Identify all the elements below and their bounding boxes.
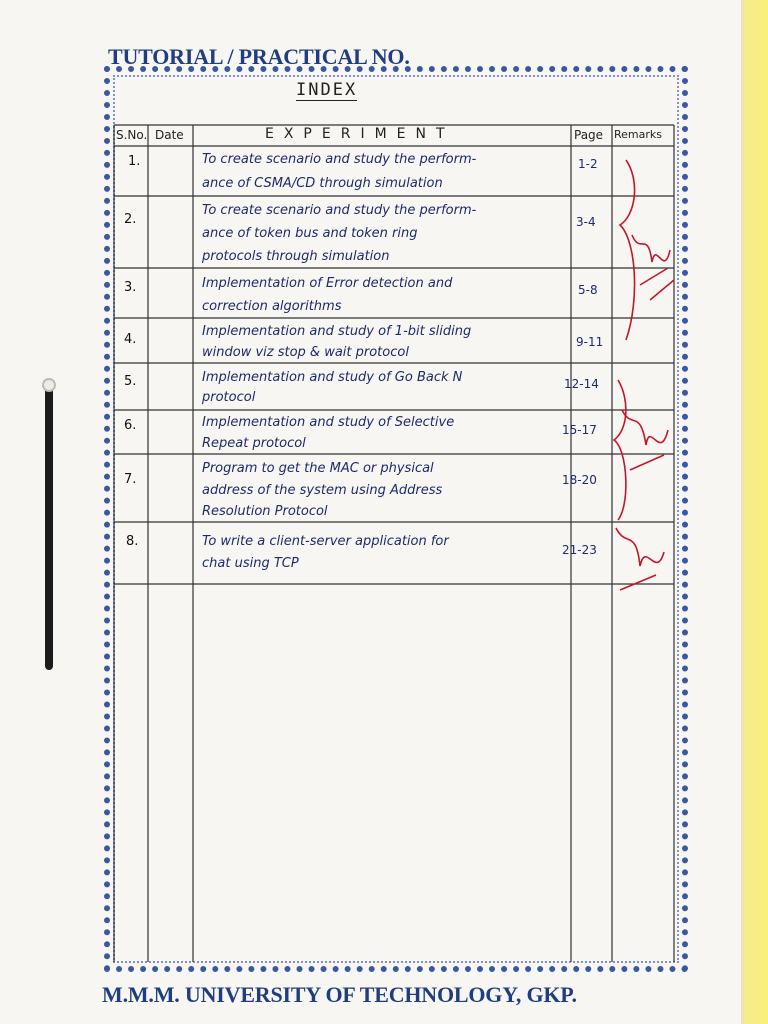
row-8-experiment-line-2: chat using TCP xyxy=(202,556,299,571)
row-7-sno: 7. xyxy=(124,472,137,487)
row-5-sno: 5. xyxy=(124,374,137,389)
row-3-sno: 3. xyxy=(124,280,137,295)
row-7-experiment-line-1: Program to get the MAC or physical xyxy=(202,461,434,476)
row-3-experiment-line-2: correction algorithms xyxy=(202,299,342,314)
row-2-experiment-line-1: To create scenario and study the perform- xyxy=(202,203,477,218)
index-title: INDEX xyxy=(296,80,358,100)
remarks-bracket-2 xyxy=(614,380,626,520)
row-2-page: 3-4 xyxy=(576,215,596,229)
row-7-experiment-line-3: Resolution Protocol xyxy=(202,504,328,519)
row-1-page: 1-2 xyxy=(578,157,598,171)
row-5-page: 12-14 xyxy=(564,377,599,391)
page-header-title: TUTORIAL / PRACTICAL NO. xyxy=(108,44,410,69)
row-8-page: 21-23 xyxy=(562,543,597,557)
row-1-experiment-line-2: ance of CSMA/CD through simulation xyxy=(202,176,443,191)
row-1-sno: 1. xyxy=(128,154,141,169)
row-3-experiment-line-1: Implementation of Error detection and xyxy=(202,276,453,291)
row-8-sno: 8. xyxy=(126,534,139,549)
row-2-sno: 2. xyxy=(124,212,137,227)
row-5-experiment-line-1: Implementation and study of Go Back N xyxy=(202,370,463,385)
row-3-page: 5-8 xyxy=(578,283,598,297)
row-7-page: 18-20 xyxy=(562,473,597,487)
column-header-experiment: EXPERIMENT xyxy=(265,126,455,142)
row-6-sno: 6. xyxy=(124,418,137,433)
signature-remarks-5-7 xyxy=(622,410,668,470)
column-header-page: Page xyxy=(574,128,604,142)
row-4-experiment-line-2: window viz stop & wait protocol xyxy=(202,345,409,360)
row-6-experiment-line-2: Repeat protocol xyxy=(202,436,306,451)
column-header-date: Date xyxy=(155,128,184,142)
signature-remarks-8 xyxy=(616,528,664,590)
remarks-bracket-1 xyxy=(620,160,635,340)
row-4-experiment-line-1: Implementation and study of 1-bit sliding xyxy=(202,324,472,339)
row-4-sno: 4. xyxy=(124,332,137,347)
row-1-experiment-line-1: To create scenario and study the perform- xyxy=(202,152,477,167)
row-5-experiment-line-2: protocol xyxy=(202,390,256,405)
row-8-experiment-line-1: To write a client-server application for xyxy=(202,534,449,549)
row-6-page: 15-17 xyxy=(562,423,597,437)
page-footer-title: M.M.M. UNIVERSITY OF TECHNOLOGY, GKP. xyxy=(102,982,577,1007)
column-header-remarks: Remarks xyxy=(614,128,662,141)
row-2-experiment-line-2: ance of token bus and token ring xyxy=(202,226,418,241)
column-header-sno: S.No. xyxy=(116,128,148,142)
row-4-page: 9-11 xyxy=(576,335,604,349)
row-7-experiment-line-2: address of the system using Address xyxy=(202,483,443,498)
row-2-experiment-line-3: protocols through simulation xyxy=(202,249,390,264)
row-6-experiment-line-1: Implementation and study of Selective xyxy=(202,415,455,430)
